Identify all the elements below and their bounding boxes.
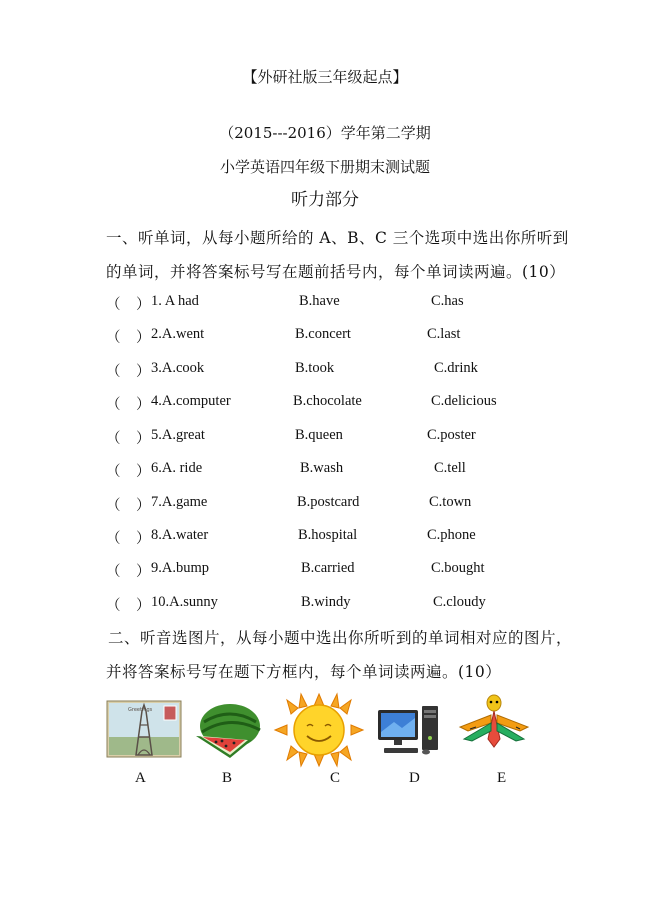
option-a: 5.A.great <box>151 427 205 443</box>
option-c: C.poster <box>427 427 476 443</box>
option-b: B.postcard <box>297 494 360 510</box>
watermelon-icon <box>190 700 266 766</box>
option-c: C.cloudy <box>433 594 486 610</box>
answer-paren-right: ） <box>136 598 151 614</box>
part2-instruction-line2: 并将答案标号写在题下方框内，每个单词读两遍。(10） <box>106 663 502 681</box>
option-b: B.carried <box>301 560 355 576</box>
picture-label: E <box>497 770 507 786</box>
option-b: B.concert <box>295 326 351 342</box>
option-a: 10.A.sunny <box>151 594 218 610</box>
answer-paren-left: （ <box>106 598 121 614</box>
option-c: C.has <box>431 293 464 309</box>
section-title: 听力部分 <box>291 190 359 210</box>
exam-title: 小学英语四年级下册期末测试题 <box>219 158 430 176</box>
option-c: C.town <box>429 494 472 510</box>
answer-paren-right: ） <box>136 564 151 580</box>
part1-instruction-line1: 一、听单词，从每小题所给的 A、B、C 三个选项中选出你所听到 <box>106 229 569 247</box>
picture-label: B <box>222 770 233 786</box>
part1-instruction-line2: 的单词，并将答案标号写在题前括号内，每个单词读两遍。(10） <box>106 263 566 281</box>
option-a: 2.A.went <box>151 326 205 342</box>
picture-label: D <box>409 770 420 786</box>
option-c: C.tell <box>434 460 466 476</box>
answer-paren-left: （ <box>106 531 121 547</box>
answer-paren-right: ） <box>136 464 151 480</box>
sun-icon <box>271 692 367 772</box>
answer-paren-right: ） <box>136 431 151 447</box>
option-a: 8.A.water <box>151 527 209 543</box>
answer-paren-right: ） <box>136 397 151 413</box>
option-c: C.drink <box>434 360 478 376</box>
picture-label: A <box>135 770 146 786</box>
answer-paren-left: （ <box>106 397 121 413</box>
answer-paren-right: ） <box>136 531 151 547</box>
answer-paren-left: （ <box>106 330 121 346</box>
answer-paren-right: ） <box>136 330 151 346</box>
option-b: B.took <box>295 360 335 376</box>
answer-paren-right: ） <box>136 297 151 313</box>
postcard-icon <box>106 697 182 763</box>
publisher-heading: 【外研社版三年级起点】 <box>242 68 408 86</box>
option-a: 7.A.game <box>151 494 208 510</box>
option-b: B.have <box>299 293 340 309</box>
option-a: 3.A.cook <box>151 360 205 376</box>
option-b: B.windy <box>301 594 351 610</box>
option-c: C.bought <box>431 560 485 576</box>
option-b: B.wash <box>300 460 344 476</box>
answer-paren-right: ） <box>136 498 151 514</box>
option-c: C.last <box>427 326 461 342</box>
option-b: B.queen <box>295 427 343 443</box>
svg-text:Greetings: Greetings <box>128 707 153 713</box>
picture-label: C <box>330 770 341 786</box>
answer-paren-left: （ <box>106 564 121 580</box>
option-b: B.hospital <box>298 527 358 543</box>
kite-icon <box>458 693 530 753</box>
option-c: C.delicious <box>431 393 497 409</box>
answer-paren-left: （ <box>106 364 121 380</box>
answer-paren-left: （ <box>106 297 121 313</box>
term-heading: （2015---2016）学年第二学期 <box>219 124 431 142</box>
option-b: B.chocolate <box>293 393 362 409</box>
answer-paren-left: （ <box>106 464 121 480</box>
option-c: C.phone <box>427 527 476 543</box>
option-a: 1. A had <box>151 293 199 309</box>
answer-paren-left: （ <box>106 431 121 447</box>
option-a: 6.A. ride <box>151 460 203 476</box>
option-a: 4.A.computer <box>151 393 231 409</box>
option-a: 9.A.bump <box>151 560 209 576</box>
part2-instruction-line1: 二、听音选图片，从每小题中选出你所听到的单词相对应的图片， <box>108 629 573 647</box>
computer-icon <box>376 704 442 760</box>
answer-paren-left: （ <box>106 498 121 514</box>
answer-paren-right: ） <box>136 364 151 380</box>
